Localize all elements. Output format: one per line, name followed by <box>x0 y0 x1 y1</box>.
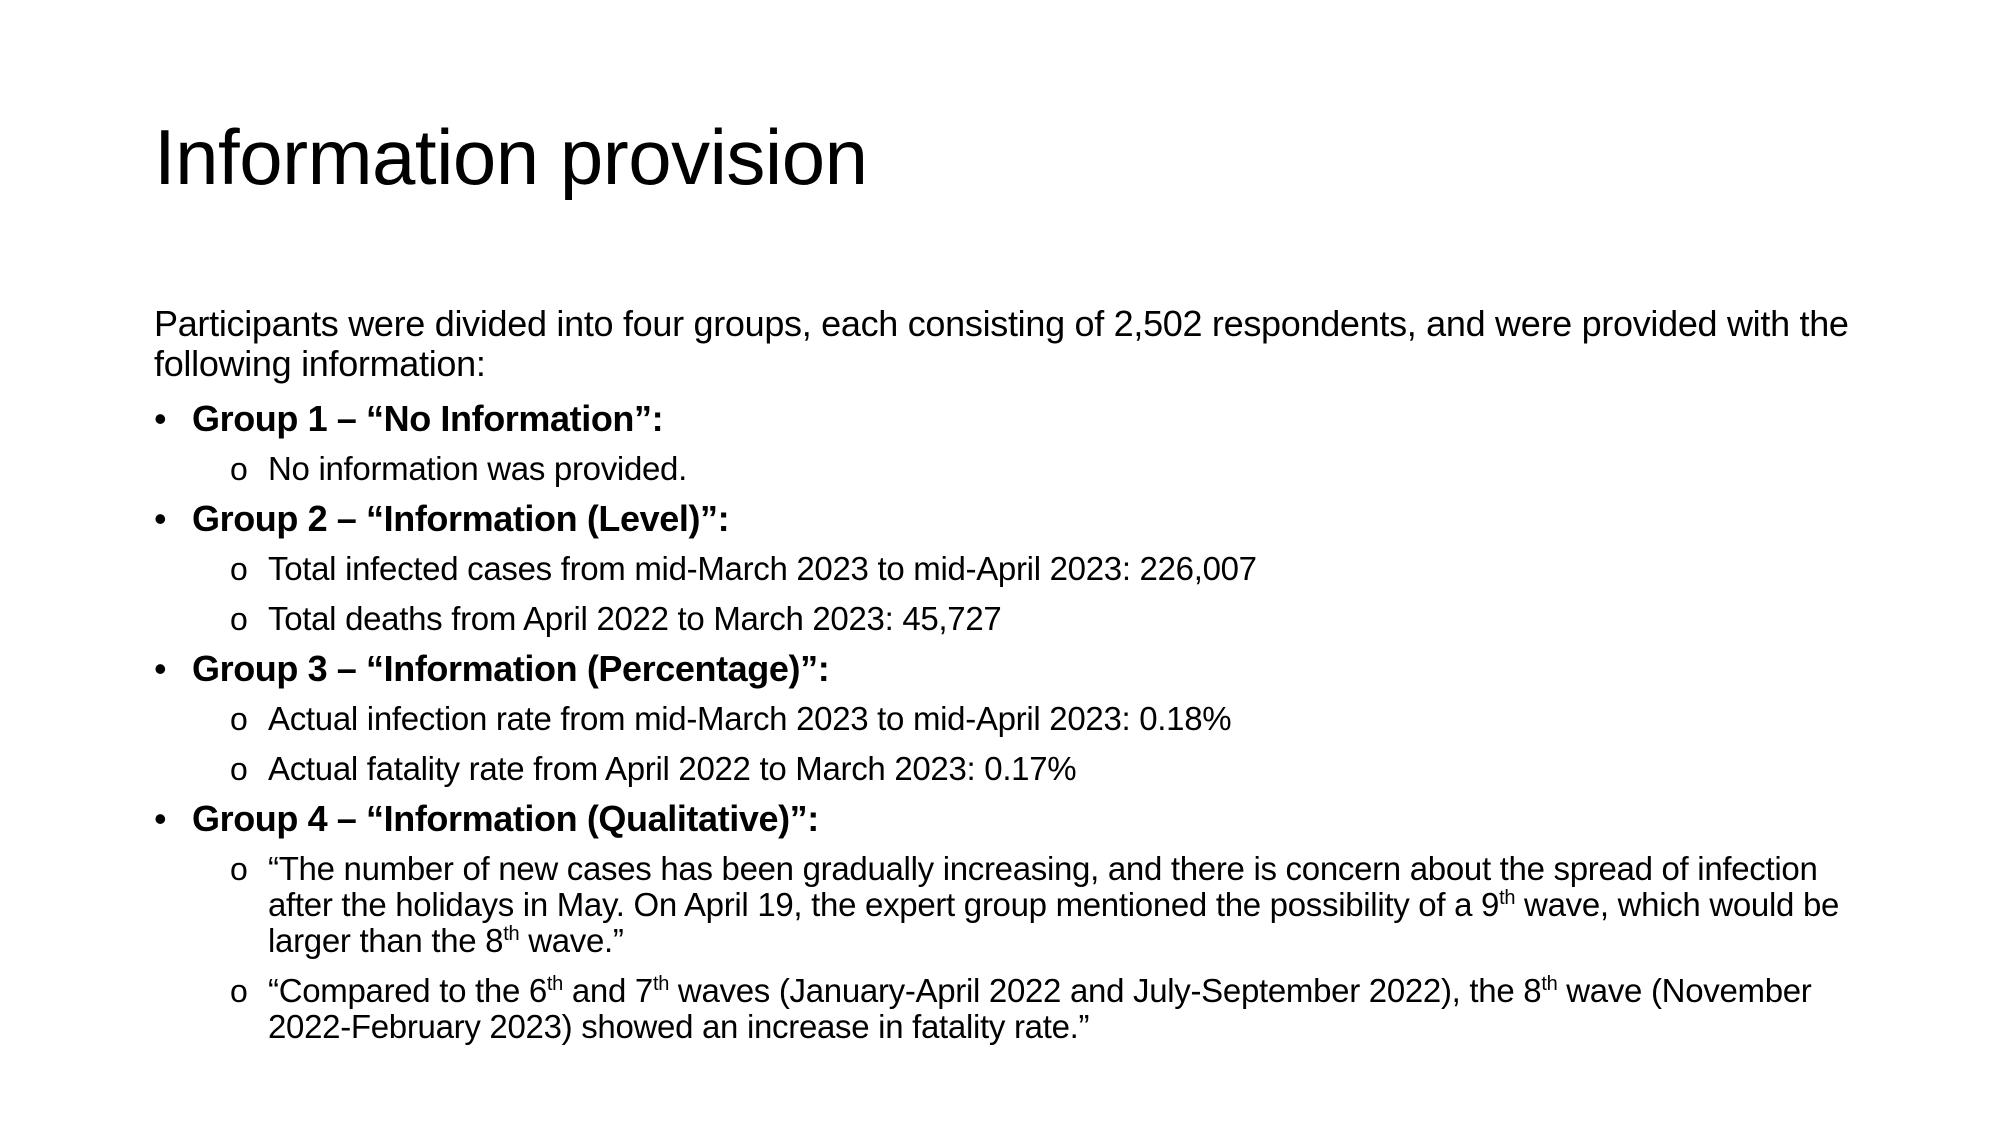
text-segment: wave, which would be larger than the 8 <box>268 886 1840 959</box>
slide-title: Information provision <box>154 113 868 201</box>
text-segment: wave (November 2022-February 2023) showed an increase in fatality rate.” <box>268 972 1812 1045</box>
group-3-heading-text: Group 3 – “Information (Percentage)”: <box>192 648 830 689</box>
group-4-item-1 <box>230 844 1874 966</box>
sub-bullet-icon: o <box>230 973 248 1009</box>
bullet-icon: • <box>154 648 167 689</box>
group-1-heading-text: Group 1 – “No Information”: <box>192 398 664 439</box>
bullet-icon: • <box>154 398 167 439</box>
text-segment: and 7 <box>563 972 653 1009</box>
ordinal-suffix: th <box>546 973 564 995</box>
sub-bullet-icon: o <box>230 601 248 637</box>
group-3-item-1 <box>230 694 1874 744</box>
group-4 <box>154 794 1874 1052</box>
ordinal-suffix: th <box>652 973 670 995</box>
group-2-item-1-text: Total infected cases from mid-March 2023 to mid-April 2023: 226,007 <box>268 550 1257 587</box>
group-4-item-1-text <box>268 850 1839 959</box>
group-4-item-2 <box>230 966 1874 1052</box>
group-1-item-1 <box>230 444 1874 494</box>
sub-bullet-icon: o <box>230 851 248 887</box>
text-segment: waves (January-April 2022 and July-September 2022), the 8 <box>669 972 1542 1009</box>
group-4-heading-text: Group 4 – “Information (Qualitative)”: <box>192 798 819 839</box>
slide-body <box>154 304 1874 1052</box>
group-1-item-1-text: No information was provided. <box>268 450 687 487</box>
group-4-heading <box>154 794 1874 844</box>
group-2-heading-text: Group 2 – “Information (Level)”: <box>192 498 730 539</box>
group-1 <box>154 394 1874 494</box>
group-3-item-2-text: Actual fatality rate from April 2022 to March 2023: 0.17% <box>268 750 1077 787</box>
group-3 <box>154 644 1874 794</box>
group-2-item-2 <box>230 594 1874 644</box>
group-3-item-2 <box>230 744 1874 794</box>
ordinal-suffix: th <box>503 923 520 945</box>
group-1-heading <box>154 394 1874 444</box>
text-segment: “Compared to the 6 <box>268 972 547 1009</box>
sub-bullet-icon: o <box>230 701 248 737</box>
group-2-item-1 <box>230 544 1874 594</box>
ordinal-suffix: th <box>1499 887 1516 909</box>
sub-bullet-icon: o <box>230 751 248 787</box>
sub-bullet-icon: o <box>230 551 248 587</box>
sub-bullet-icon: o <box>230 451 248 487</box>
group-2-item-2-text: Total deaths from April 2022 to March 2023: 45,727 <box>268 600 1002 637</box>
bullet-icon: • <box>154 798 167 839</box>
group-2-heading <box>154 494 1874 544</box>
ordinal-suffix: th <box>1541 973 1558 995</box>
bullet-icon: • <box>154 498 167 539</box>
group-3-item-1-text: Actual infection rate from mid-March 2023 to mid-April 2023: 0.18% <box>268 700 1232 737</box>
intro-paragraph: Participants were divided into four groups, each consisting of 2,502 respondents, and were provided with the following information: <box>154 303 1849 384</box>
group-4-item-2-text <box>268 972 1812 1045</box>
group-2 <box>154 494 1874 644</box>
group-3-heading <box>154 644 1874 694</box>
text-segment: “The number of new cases has been gradually increasing, and there is concern about the spread of infection after the holidays in May. On April 19, the expert group mentioned the possibility of a 9 <box>268 850 1818 923</box>
text-segment: wave.” <box>519 922 624 959</box>
